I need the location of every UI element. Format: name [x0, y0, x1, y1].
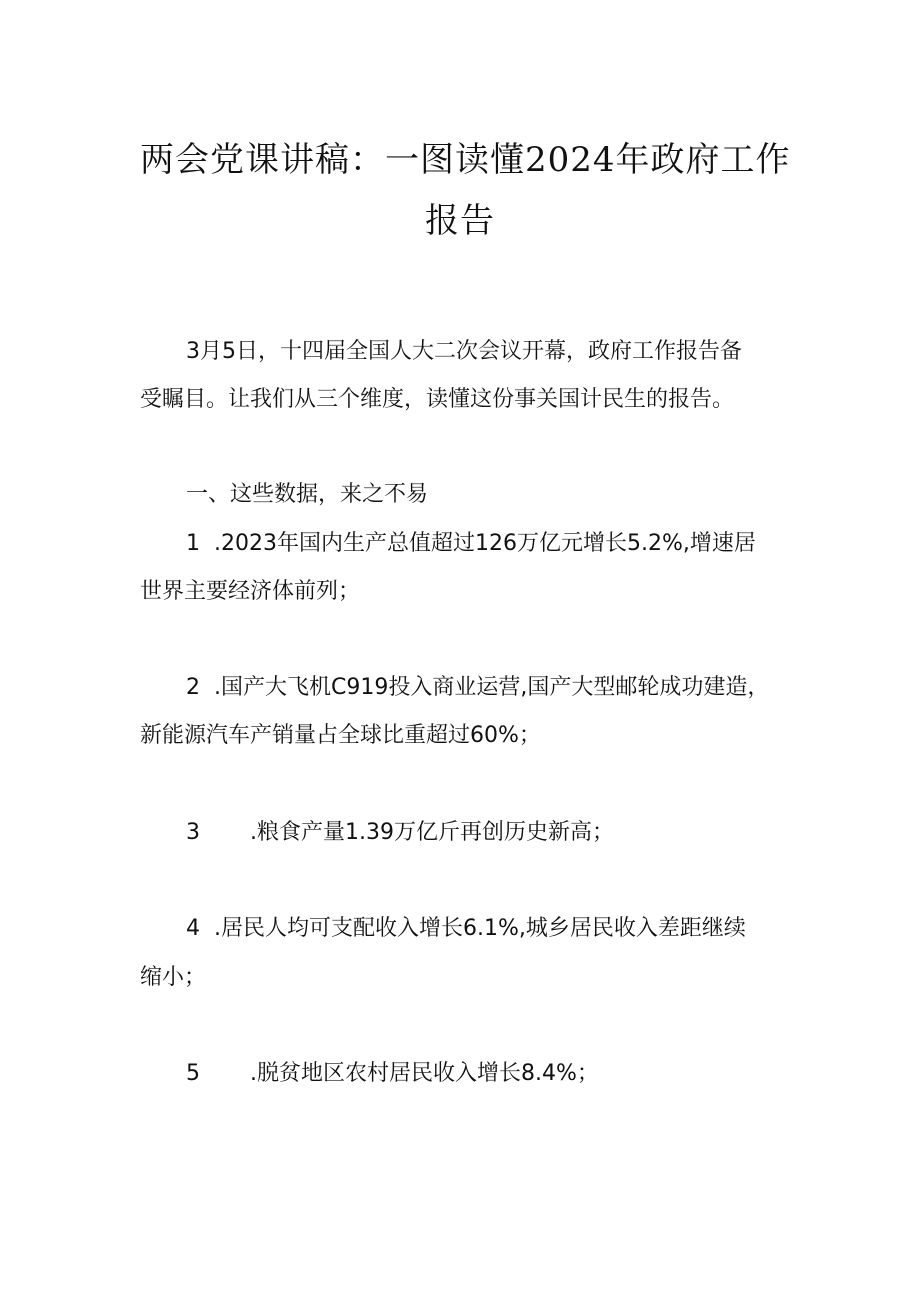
list-item-4-line-2: 缩小； [140, 965, 207, 990]
list-item-text: .脱贫地区农村居民收入增长8.4%； [250, 1061, 599, 1086]
intro-paragraph-line-1: 3月5日，十四届全国人大二次会议开幕，政府工作报告备 [186, 339, 742, 364]
intro-paragraph-line-2: 受瞩目。让我们从三个维度，读懂这份事关国计民生的报告。 [140, 387, 735, 412]
list-item-2-line-1 [186, 676, 836, 700]
list-item-number: 5 [186, 1061, 200, 1086]
section-heading: 一、这些数据，来之不易 [186, 482, 429, 507]
list-item-1-line-1 [186, 532, 836, 556]
document-title-line-1: 两会党课讲稿：一图读懂2024年政府工作 [140, 140, 791, 180]
list-item-text: .居民人均可支配收入增长6.1%,城乡居民收入差距继续 [214, 916, 746, 941]
list-item-5-line-1 [186, 1062, 836, 1086]
list-item-1-line-2: 世界主要经济体前列； [140, 579, 361, 604]
list-item-number: 4 [186, 916, 200, 941]
list-item-number: 3 [186, 820, 200, 845]
list-item-2-line-2: 新能源汽车产销量占全球比重超过60%； [140, 723, 541, 748]
list-item-number: 2 [186, 675, 200, 700]
list-item-number: 1 [186, 531, 200, 556]
list-item-text: .国产大飞机C919投入商业运营,国产大型邮轮成功建造， [214, 675, 770, 700]
list-item-4-line-1 [186, 917, 836, 941]
list-item-text: .2023年国内生产总值超过126万亿元增长5.2%,增速居 [214, 531, 756, 556]
document-title-line-2: 报告 [425, 201, 495, 241]
list-item-3-line-1 [186, 821, 836, 845]
list-item-text: .粮食产量1.39万亿斤再创历史新高； [250, 820, 614, 845]
